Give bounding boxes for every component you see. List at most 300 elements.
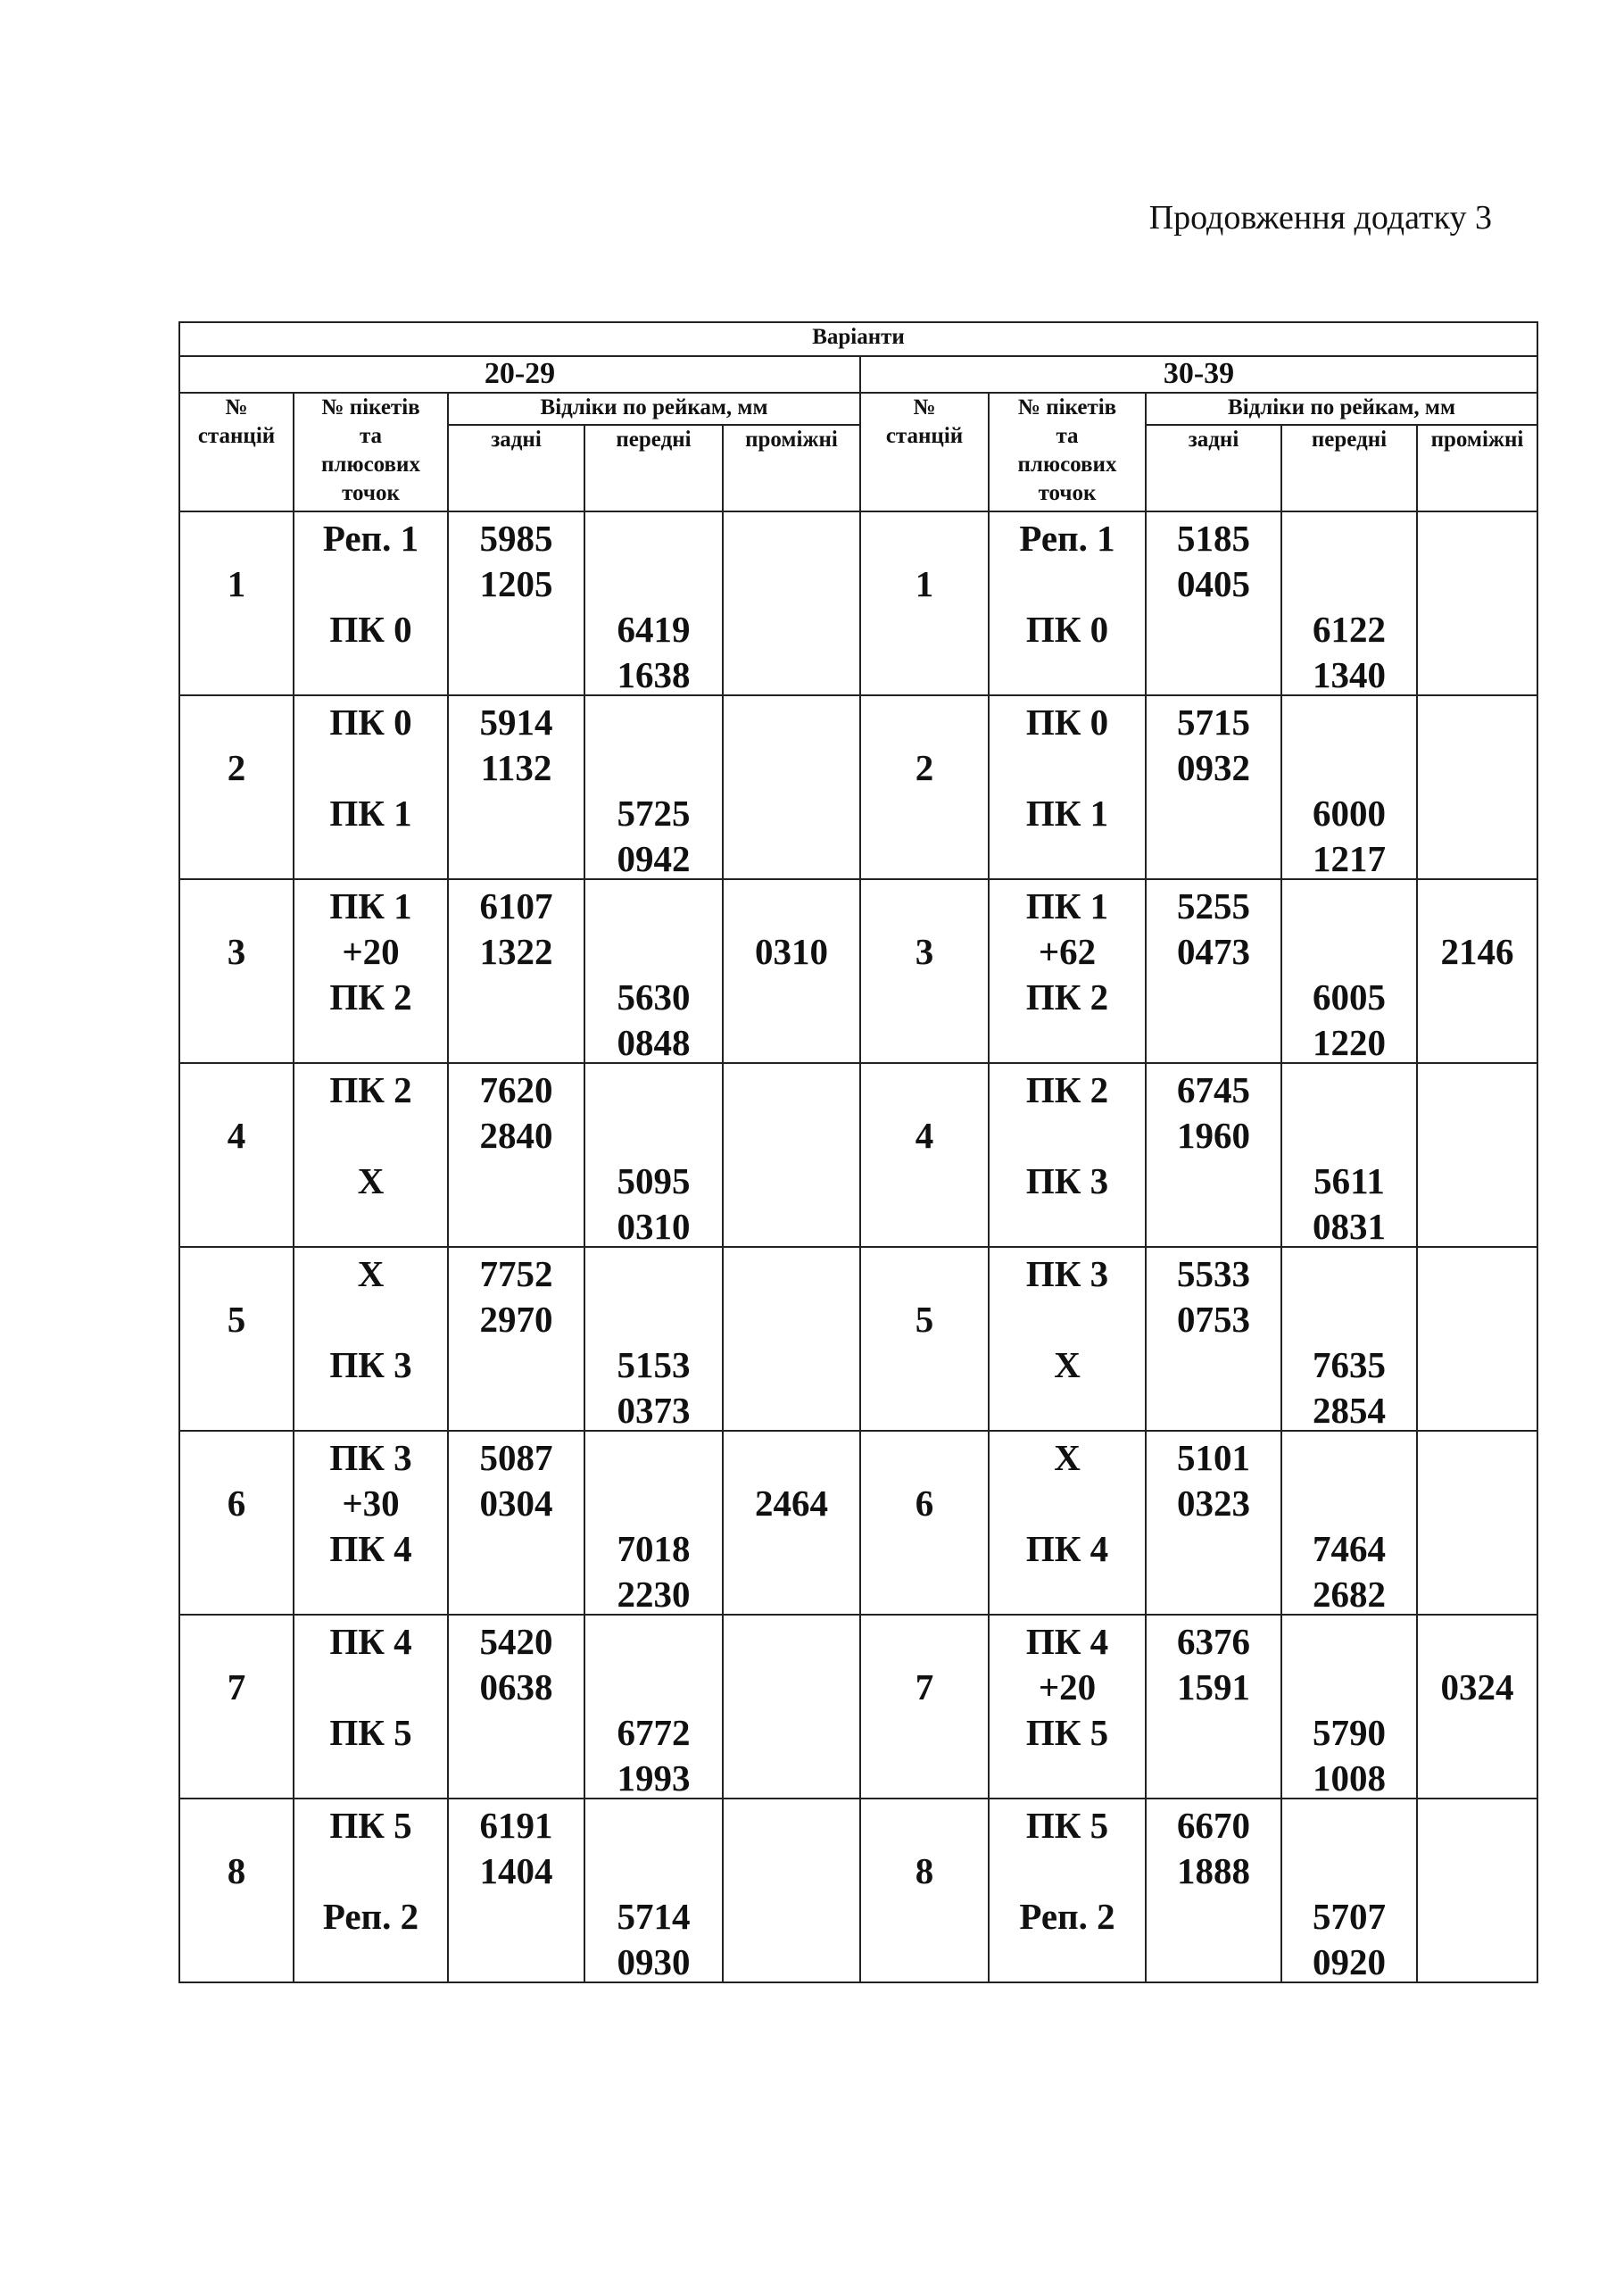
picket-points-value: ПК 2 (329, 976, 412, 1018)
back-readings-value: 5420 (479, 1621, 553, 1662)
intermediate-reading (1418, 1248, 1537, 1430)
picket-points-value: ПК 1 (1025, 793, 1109, 834)
intermediate-reading-value: 0310 (755, 931, 828, 972)
picket-points-value (990, 1113, 1145, 1159)
station-number (861, 696, 988, 878)
intermediate-reading-value (724, 745, 859, 791)
station-number-cell (179, 1799, 294, 1982)
picket-points-cell (989, 511, 1146, 695)
station-number-value: 2 (227, 747, 246, 788)
station-row (179, 1615, 1537, 1799)
front-readings (585, 880, 722, 1062)
front-readings-value: 0831 (1313, 1206, 1386, 1247)
front-readings-cell (584, 1063, 723, 1247)
back-readings-cell (448, 1615, 584, 1799)
station-number (861, 1799, 988, 1981)
back-readings-cell (448, 695, 584, 879)
intermediate-reading-value (1418, 561, 1537, 607)
intermediate-reading (724, 1616, 859, 1798)
picket-points (294, 880, 447, 1062)
intermediate-reading (1418, 1616, 1537, 1798)
header-line: № (225, 395, 248, 420)
intermediate-reading (1418, 1432, 1537, 1614)
intermediate-reading-cell (1417, 511, 1537, 695)
intermediate-reading-value: 0324 (1440, 1666, 1514, 1707)
picket-points-cell (989, 1063, 1146, 1247)
front-readings-value: 5725 (617, 793, 691, 834)
picket-points-value: ПК 1 (329, 793, 412, 834)
station-row (179, 1063, 1537, 1247)
intermediate-reading-cell (723, 511, 860, 695)
intermediate-reading-value (1418, 1297, 1537, 1342)
picket-points-value (294, 745, 447, 791)
front-readings-cell (1281, 1063, 1417, 1247)
picket-points-cell (294, 1615, 448, 1799)
front-readings-value: 0930 (617, 1941, 691, 1982)
back-readings (1147, 1799, 1280, 1981)
intermediate-reading (724, 1248, 859, 1430)
picket-points-value: ПК 0 (1025, 702, 1109, 743)
station-number (861, 1616, 988, 1798)
station-number-value: 3 (915, 931, 934, 972)
picket-points-cell (989, 879, 1146, 1063)
station-number-cell (179, 1615, 294, 1799)
picket-points-cell (989, 1615, 1146, 1799)
intermediate-reading (1418, 512, 1537, 694)
back-readings-cell (448, 1063, 584, 1247)
front-readings (1282, 1248, 1416, 1430)
back-readings-cell (1146, 695, 1281, 879)
picket-points (294, 1248, 447, 1430)
intermediate-reading (1418, 1799, 1537, 1981)
intermediate-reading (724, 696, 859, 878)
back-readings-value: 5087 (479, 1437, 553, 1478)
front-readings (585, 512, 722, 694)
picket-points-value: ПК 3 (329, 1344, 412, 1385)
back-readings-value: 0638 (479, 1666, 553, 1707)
intermediate-reading-cell (1417, 1063, 1537, 1247)
station-row (179, 1431, 1537, 1615)
station-number-cell (860, 695, 989, 879)
station-number (861, 512, 988, 694)
back-readings-value: 1404 (479, 1850, 553, 1891)
back-readings-value: 1591 (1177, 1666, 1250, 1707)
front-readings-value: 6419 (617, 609, 691, 650)
back-readings (449, 1432, 584, 1614)
picket-points-value: ПК 2 (329, 1069, 412, 1110)
front-readings-value: 2682 (1313, 1574, 1386, 1615)
back-readings-value: 1888 (1177, 1850, 1250, 1891)
back-readings (449, 512, 584, 694)
leveling-data-table (178, 321, 1538, 1983)
back-readings-value: 0473 (1177, 931, 1250, 972)
picket-points-value: +62 (1038, 931, 1097, 972)
intermediate-reading (724, 880, 859, 1062)
picket-points-value (294, 1113, 447, 1159)
station-number (180, 1799, 293, 1981)
station-number-cell (860, 511, 989, 695)
back-readings-value: 5533 (1177, 1253, 1250, 1294)
picket-points-value (990, 1849, 1145, 1894)
intermediate-reading-value (1418, 745, 1537, 791)
front-readings-value: 2854 (1313, 1390, 1386, 1431)
back-readings-cell (1146, 511, 1281, 695)
front-readings-value: 5611 (1313, 1160, 1385, 1201)
station-row (179, 1799, 1537, 1982)
variant-header: 20-29 (179, 356, 860, 393)
picket-points (294, 1616, 447, 1798)
front-readings-value: 6005 (1313, 976, 1386, 1018)
back-readings-value: 2840 (479, 1115, 553, 1156)
back-readings-value: 5914 (479, 702, 553, 743)
station-number-value: 6 (227, 1483, 246, 1524)
intermediate-column-header: проміжні (723, 425, 860, 511)
station-row (179, 511, 1537, 695)
station-number-cell (860, 1615, 989, 1799)
picket-points-value (990, 1297, 1145, 1342)
header-line: станцій (197, 424, 276, 448)
station-number-cell (860, 879, 989, 1063)
back-readings (449, 1064, 584, 1246)
picket-points (990, 880, 1145, 1062)
intermediate-reading-cell (723, 1431, 860, 1615)
station-number-value: 1 (227, 563, 246, 604)
front-readings-cell (584, 879, 723, 1063)
station-number-value: 7 (227, 1666, 246, 1707)
picket-points-value: Реп. 2 (322, 1896, 419, 1937)
intermediate-reading-value: 2464 (755, 1483, 828, 1524)
front-readings (1282, 696, 1416, 878)
picket-points (990, 1432, 1145, 1614)
station-number-value: 5 (915, 1299, 934, 1340)
picket-points-cell (294, 1247, 448, 1431)
front-readings-value: 1217 (1313, 838, 1386, 879)
picket-points-value: ПК 0 (329, 702, 412, 743)
intermediate-reading-value (724, 1849, 859, 1894)
back-readings-value: 5185 (1177, 518, 1250, 559)
intermediate-reading-cell (723, 1799, 860, 1982)
front-readings-value: 7464 (1313, 1528, 1386, 1569)
front-readings (585, 696, 722, 878)
picket-points (990, 696, 1145, 878)
station-number-value: 3 (227, 931, 246, 972)
picket-points-value (294, 561, 447, 607)
back-readings (449, 1248, 584, 1430)
intermediate-reading-cell (723, 1615, 860, 1799)
back-readings (449, 1616, 584, 1798)
picket-points-value: ПК 4 (329, 1528, 412, 1569)
header-line: № (913, 395, 936, 420)
picket-points-value: ПК 5 (329, 1805, 412, 1846)
picket-points-value: X (357, 1160, 385, 1201)
station-number (180, 696, 293, 878)
back-readings-value: 5985 (479, 518, 553, 559)
page-title: Продовження додатку 3 (1148, 199, 1492, 237)
front-column-header: передні (1281, 425, 1417, 511)
station-number (180, 1064, 293, 1246)
front-readings (1282, 1064, 1416, 1246)
back-readings (449, 1799, 584, 1981)
station-number-cell (860, 1799, 989, 1982)
header-line: та (359, 424, 383, 448)
station-number-value: 4 (227, 1115, 246, 1156)
intermediate-reading (1418, 880, 1537, 1062)
front-readings-value: 1993 (617, 1757, 691, 1799)
front-readings (585, 1064, 722, 1246)
intermediate-reading-value (724, 1113, 859, 1159)
picket-points-cell (989, 1799, 1146, 1982)
front-readings-cell (1281, 879, 1417, 1063)
picket-points-value (990, 745, 1145, 791)
back-readings-cell (448, 1247, 584, 1431)
back-readings-value: 6670 (1177, 1805, 1250, 1846)
front-readings (585, 1616, 722, 1798)
pickets-column-header (989, 393, 1146, 511)
station-number (861, 880, 988, 1062)
front-readings-value: 1220 (1313, 1022, 1386, 1063)
intermediate-reading (1418, 696, 1537, 878)
intermediate-reading (1418, 1064, 1537, 1246)
station-number-cell (179, 1247, 294, 1431)
picket-points-value: ПК 3 (1025, 1253, 1109, 1294)
back-readings-value: 0304 (479, 1483, 553, 1524)
picket-points-value: ПК 4 (329, 1621, 412, 1662)
front-readings-cell (1281, 1247, 1417, 1431)
back-readings (1147, 1064, 1280, 1246)
station-row (179, 1247, 1537, 1431)
intermediate-reading-cell (723, 695, 860, 879)
picket-points-value: ПК 2 (1025, 976, 1109, 1018)
picket-points-value: ПК 4 (1025, 1528, 1109, 1569)
picket-points-cell (294, 1063, 448, 1247)
picket-points-cell (294, 511, 448, 695)
picket-points-value: ПК 1 (329, 885, 412, 926)
back-column-header: задні (448, 425, 584, 511)
intermediate-reading-cell (1417, 1431, 1537, 1615)
picket-points (990, 1616, 1145, 1798)
picket-points-value: ПК 3 (329, 1437, 412, 1478)
front-readings-cell (1281, 1799, 1417, 1982)
front-readings (585, 1432, 722, 1614)
back-readings-cell (448, 879, 584, 1063)
back-readings-cell (1146, 1247, 1281, 1431)
front-readings-value: 0942 (617, 838, 691, 879)
back-readings-cell (1146, 1063, 1281, 1247)
front-readings-value: 0310 (617, 1206, 691, 1247)
back-readings-value: 0405 (1177, 563, 1250, 604)
station-number-cell (860, 1247, 989, 1431)
intermediate-reading (724, 1064, 859, 1246)
back-readings-cell (1146, 879, 1281, 1063)
intermediate-reading (724, 1799, 859, 1981)
back-readings-value: 7752 (479, 1253, 553, 1294)
back-readings (449, 696, 584, 878)
back-readings-value: 0323 (1177, 1483, 1250, 1524)
station-row (179, 695, 1537, 879)
front-readings-value: 1638 (617, 654, 691, 695)
station-number-cell (179, 1063, 294, 1247)
back-readings-cell (448, 1799, 584, 1982)
intermediate-reading-value (724, 1665, 859, 1710)
station-number (180, 1248, 293, 1430)
picket-points-cell (294, 879, 448, 1063)
picket-points (294, 1799, 447, 1981)
back-readings-value: 6107 (479, 885, 553, 926)
front-readings-value: 5707 (1313, 1896, 1386, 1937)
picket-points (294, 1064, 447, 1246)
front-readings-cell (1281, 511, 1417, 695)
back-readings (1147, 512, 1280, 694)
header-line: та (1056, 424, 1079, 448)
intermediate-reading-cell (723, 1247, 860, 1431)
station-number-cell (179, 695, 294, 879)
picket-points-value: ПК 5 (329, 1712, 412, 1753)
station-column-header (179, 393, 294, 511)
station-number-cell (860, 1431, 989, 1615)
header-line: плюсових (321, 453, 420, 477)
picket-points-value: X (1054, 1344, 1081, 1385)
picket-points-value: +20 (1038, 1666, 1097, 1707)
back-readings-cell (1146, 1431, 1281, 1615)
intermediate-reading (724, 1432, 859, 1614)
front-readings-cell (1281, 1431, 1417, 1615)
intermediate-reading-value: 2146 (1440, 931, 1514, 972)
station-number-value: 1 (915, 563, 934, 604)
picket-points-value: X (1054, 1437, 1081, 1478)
picket-points-value: ПК 2 (1025, 1069, 1109, 1110)
front-readings-value: 7635 (1313, 1344, 1386, 1385)
station-row (179, 879, 1537, 1063)
back-readings-value: 5715 (1177, 702, 1250, 743)
header-line: плюсових (1017, 453, 1117, 477)
back-readings-value: 0753 (1177, 1299, 1250, 1340)
back-readings-value: 1960 (1177, 1115, 1250, 1156)
header-line: точок (1038, 481, 1097, 505)
front-readings (1282, 1799, 1416, 1981)
front-readings-value: 6122 (1313, 609, 1386, 650)
picket-points-value: X (357, 1253, 385, 1294)
station-number-value: 8 (915, 1850, 934, 1891)
back-readings-value: 7620 (479, 1069, 553, 1110)
station-number-cell (860, 1063, 989, 1247)
picket-points-cell (294, 1431, 448, 1615)
back-column-header: задні (1146, 425, 1281, 511)
picket-points (990, 1064, 1145, 1246)
picket-points-value (294, 1297, 447, 1342)
front-readings-cell (1281, 695, 1417, 879)
intermediate-reading-value (724, 561, 859, 607)
front-readings (1282, 1616, 1416, 1798)
station-number-value: 8 (227, 1850, 246, 1891)
intermediate-reading-cell (1417, 1247, 1537, 1431)
front-readings-value: 6000 (1313, 793, 1386, 834)
variant-header: 30-39 (860, 356, 1537, 393)
intermediate-reading-cell (1417, 1799, 1537, 1982)
station-number-cell (179, 879, 294, 1063)
station-column-header (860, 393, 989, 511)
front-readings (585, 1248, 722, 1430)
back-readings-cell (448, 511, 584, 695)
front-readings-cell (1281, 1615, 1417, 1799)
front-readings-value: 6772 (617, 1712, 691, 1753)
back-readings (1147, 880, 1280, 1062)
station-number (861, 1432, 988, 1614)
front-readings-cell (584, 1431, 723, 1615)
back-readings-value: 5101 (1177, 1437, 1250, 1478)
back-readings-value: 6745 (1177, 1069, 1250, 1110)
front-readings-cell (584, 1799, 723, 1982)
picket-points-value: ПК 5 (1025, 1805, 1109, 1846)
intermediate-reading (724, 512, 859, 694)
front-readings-cell (584, 695, 723, 879)
front-readings (1282, 512, 1416, 694)
front-readings-value: 1340 (1313, 654, 1386, 695)
station-number (861, 1248, 988, 1430)
front-readings-value: 2230 (617, 1574, 691, 1615)
front-readings-value: 5790 (1313, 1712, 1386, 1753)
picket-points-value (294, 1849, 447, 1894)
back-readings-value: 0932 (1177, 747, 1250, 788)
station-number-value: 6 (915, 1483, 934, 1524)
back-readings (1147, 1432, 1280, 1614)
intermediate-reading-value (1418, 1849, 1537, 1894)
picket-points-value: ПК 0 (1025, 609, 1109, 650)
readings-header: Відліки по рейкам, мм (448, 393, 860, 425)
picket-points-value: +30 (342, 1483, 400, 1524)
variants-header: Варіанти (179, 322, 1537, 356)
picket-points-value (990, 1481, 1145, 1526)
picket-points-cell (294, 695, 448, 879)
front-readings (1282, 1432, 1416, 1614)
picket-points-value (990, 561, 1145, 607)
front-readings-cell (584, 511, 723, 695)
picket-points-value: ПК 5 (1025, 1712, 1109, 1753)
picket-points-cell (989, 695, 1146, 879)
header-line: № пікетів (1017, 395, 1117, 420)
picket-points (294, 696, 447, 878)
picket-points-cell (989, 1247, 1146, 1431)
intermediate-column-header: проміжні (1417, 425, 1537, 511)
front-readings-value: 0848 (617, 1022, 691, 1063)
station-number (861, 1064, 988, 1246)
picket-points-value (294, 1665, 447, 1710)
station-number-cell (179, 511, 294, 695)
front-readings (1282, 880, 1416, 1062)
back-readings-value: 1322 (479, 931, 553, 972)
back-readings-value: 1132 (480, 747, 552, 788)
intermediate-reading-cell (1417, 1615, 1537, 1799)
header-line: № пікетів (321, 395, 420, 420)
back-readings (1147, 696, 1280, 878)
station-number-value: 2 (915, 747, 934, 788)
header-line: станцій (885, 424, 964, 448)
front-readings-value: 1008 (1313, 1757, 1386, 1799)
front-readings-value: 5714 (617, 1896, 691, 1937)
picket-points-value: Реп. 1 (1019, 518, 1115, 559)
station-number-value: 5 (227, 1299, 246, 1340)
back-readings (1147, 1248, 1280, 1430)
back-readings (1147, 1616, 1280, 1798)
front-readings-value: 5630 (617, 976, 691, 1018)
back-readings-value: 6376 (1177, 1621, 1250, 1662)
front-readings-value: 0373 (617, 1390, 691, 1431)
intermediate-reading-cell (723, 879, 860, 1063)
back-readings-cell (1146, 1799, 1281, 1982)
picket-points-value: Реп. 2 (1019, 1896, 1115, 1937)
picket-points-value: ПК 3 (1025, 1160, 1109, 1201)
station-number-value: 4 (915, 1115, 934, 1156)
front-readings-value: 5153 (617, 1344, 691, 1385)
